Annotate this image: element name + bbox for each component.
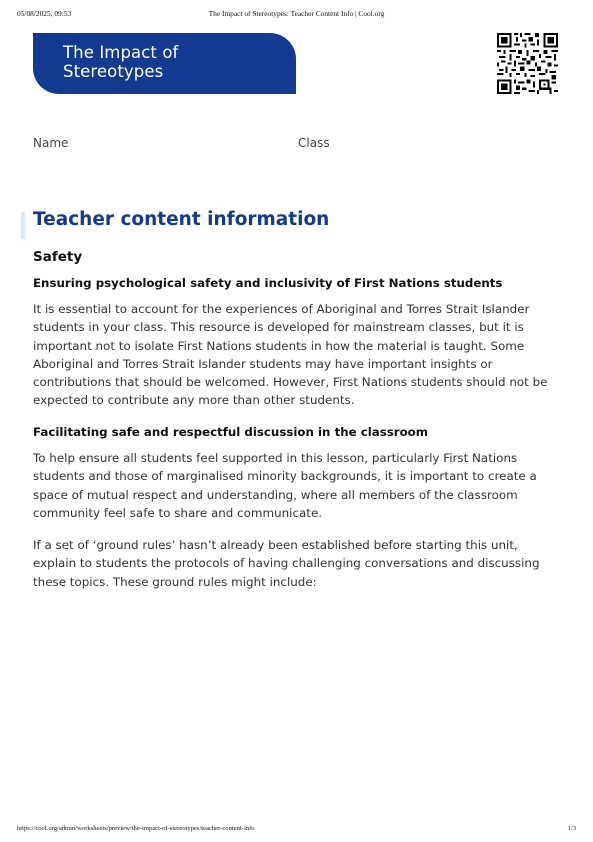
qr-code-icon [497, 33, 558, 94]
print-date: 05/08/2025, 09:53 [17, 9, 72, 18]
page-number: 1/3 [567, 825, 576, 832]
paragraph-line: space of mutual respect and understanding, where all members of the classroom [33, 487, 518, 502]
banner-title-line-1: The Impact of [63, 43, 179, 62]
banner-title-line-2: Stereotypes [63, 61, 164, 81]
paragraph-line: It is essential to account for the experiences of Aboriginal and Torres Strait Islander [33, 302, 530, 316]
paragraph-line: students in your class. This resource is developed for mainstream classes, but it is [33, 320, 524, 335]
inclusivity-heading: Ensuring psychological safety and inclusivity of First Nations students [33, 276, 503, 290]
name-label: Name [33, 136, 69, 150]
paragraph-line: community feel safe to share and communicate. [33, 505, 323, 520]
class-label: Class [298, 136, 330, 150]
section-heading: Teacher content information [33, 209, 330, 230]
ground-rules-paragraph [33, 536, 540, 591]
paragraph-line: If a set of ‘ground rules’ hasn’t already been established before starting this unit, [33, 538, 518, 552]
print-header [17, 9, 576, 21]
paragraph-line: important not to isolate First Nations students in how the material is taught. Some [33, 338, 525, 353]
print-url: https://cool.org/admin/worksheets/preview/the-impact-of-stereotypes/teacher-content-info [17, 825, 255, 832]
print-page-title: The Impact of Stereotypes: Teacher Content Info | Cool.org [208, 9, 385, 18]
print-footer [17, 825, 576, 837]
inclusivity-paragraph [33, 300, 547, 410]
safety-subheading: Safety [33, 249, 83, 265]
paragraph-line: expected to contribute any more than other students. [33, 393, 355, 408]
paragraph-line: contributions that should be welcomed. However, First Nations students should not be [33, 375, 548, 390]
discussion-paragraph [33, 449, 537, 522]
paragraph-line: explain to students the protocols of having challenging conversations and discussing [33, 556, 540, 571]
title-banner [33, 33, 296, 94]
paragraph-line: students and those of marginalised minority backgrounds, it is important to create a [33, 469, 537, 484]
paragraph-line: To help ensure all students feel supported in this lesson, particularly First Nations [33, 451, 518, 465]
section-accent-bar [21, 212, 25, 239]
paragraph-line: these topics. These ground rules might include: [33, 574, 317, 589]
paragraph-line: Aboriginal and Torres Strait Islander students may have important insights or [33, 356, 493, 371]
discussion-heading: Facilitating safe and respectful discussion in the classroom [33, 425, 429, 439]
